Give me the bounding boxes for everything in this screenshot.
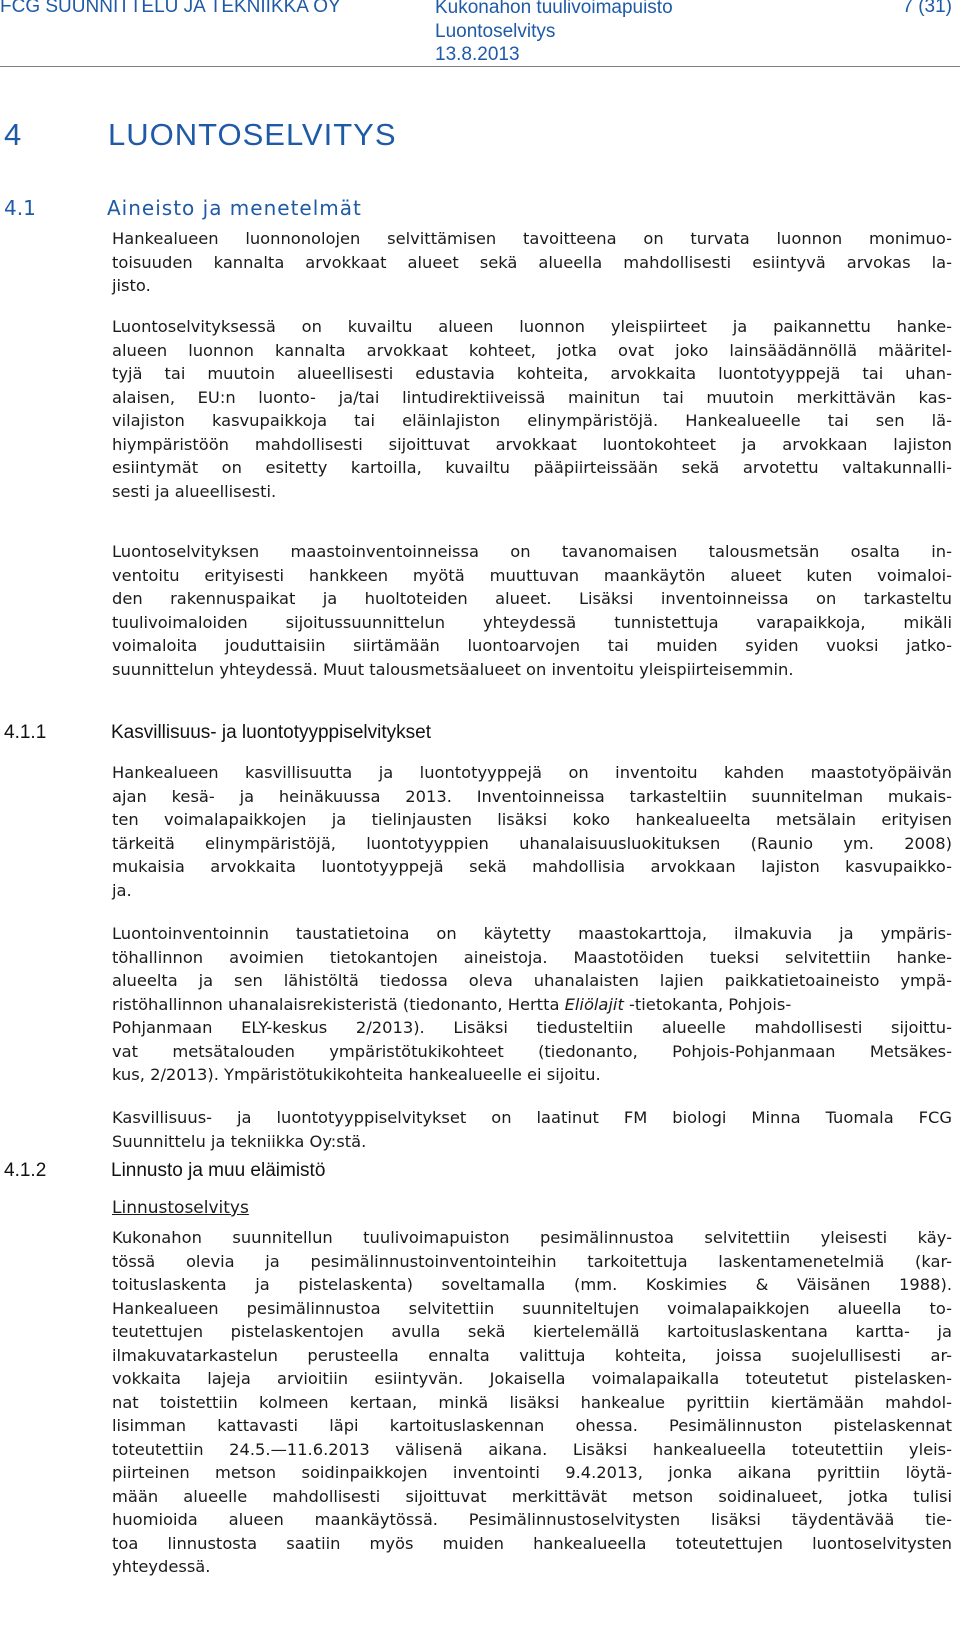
paragraph-4-1-scope [112, 315, 952, 503]
text-line: Hankealueen pesimälinnustoa selvitettiin suunniteltujen voimalapaikkojen alueella to- [112, 1298, 952, 1318]
section-title: LUONTOSELVITYS [108, 117, 397, 152]
paragraph-4-1-1-author [112, 1106, 952, 1153]
text-line: suunnittelun yhteydessä. Muut talousmetsäalueet on inventoitu yleispiirteisemmin. [112, 659, 794, 679]
header-date: 13.8.2013 [435, 44, 520, 65]
text-line: Suunnittelu ja tekniikka Oy:stä. [112, 1131, 367, 1151]
text-line: esiintymät on esitetty kartoilla, kuvailtu pääpiirteissään sekä arvotettu valtakunnalli- [112, 458, 952, 477]
text-line: piirteinen metson soidinpaikkojen inventointi 9.4.2013, jonka aikana pyrittiin löytä- [112, 1463, 952, 1482]
text-line: tössä olevia ja pesimälinnustoinventointeihin tarkoitettuja laskentamenetelmiä (kar- [112, 1251, 952, 1271]
text-line: toisuuden kannalta arvokkaat alueet sekä alueella mahdollisesti esiintyvä arvokas la- [112, 252, 952, 272]
page-header [0, 0, 960, 66]
subsection-title: Linnusto ja muu eläimistö [111, 1160, 326, 1181]
header-project-block [435, 0, 673, 67]
text-line: nat toistettiin kolmeen kertaan, minkä lisäksi hankealue pyrittiin kiertämään mahdol- [112, 1392, 952, 1412]
text-line: alaisen, EU:n luonto- ja/tai lintudirektiiveissä mainitun tai muutoin merkittävän kas- [112, 387, 952, 407]
text-line: töhallinnon avoimien tietokantojen aineistoja. Maastotöiden tueksi selvitettiin hanke- [112, 947, 952, 967]
text-line: toteutettiin 24.5.—11.6.2013 välisenä aikana. Lisäksi hankealueella toteutettiin yleis- [112, 1439, 952, 1459]
text-line: tuulivoimaloiden sijoitussuunnittelun yhteydessä tunnistettuja varapaikkoja, mikäli [112, 612, 952, 632]
text-fragment: -tietokanta, Pohjois- [623, 994, 792, 1014]
text-line: vokkaita lajeja arvioitiin esiintyvän. Jokaisella voimalapaikalla toteutetut pistelasken- [112, 1369, 952, 1388]
section-heading [4, 117, 397, 153]
text-line: ilmakuvatarkastelun perusteella ennalta valittuja kohteita, joissa suojelullisesti ar- [112, 1345, 952, 1365]
text-line: huomioida alueen maankäytössä. Pesimälinnustoselvitysten lisäksi täydentävää tie- [112, 1510, 952, 1529]
text-line: mukaisia arvokkaita luontotyyppejä sekä mahdollisia arvokkaan lajiston kasvupaikko- [112, 857, 952, 876]
text-line: teutettujen pistelaskentojen avulla sekä kiertelemällä kartoituslaskentana kartta- ja [112, 1322, 952, 1341]
text-line: sesti ja alueellisesti. [112, 481, 277, 501]
text-line: Hankealueen luonnonolojen selvittämisen tavoitteena on turvata luonnon monimuo- [112, 229, 952, 248]
paragraph-4-1-intro [112, 227, 952, 298]
text-line: Luontoselvityksen maastoinventoinneissa on tavanomaisen talousmetsän osalta in- [112, 542, 952, 561]
subsection-title: Kasvillisuus- ja luontotyyppiselvitykset [111, 722, 431, 743]
text-line: Kasvillisuus- ja luontotyyppiselvitykset on laatinut FM biologi Minna Tuomala FCG [112, 1108, 952, 1127]
text-line: toa linnustosta saatiin myös muiden hankealueella toteutettujen luontoselvitysten [112, 1533, 952, 1553]
text-line: ajan kesä- ja heinäkuussa 2013. Inventoinneissa tarkasteltiin suunnitelman mukais- [112, 786, 952, 806]
text-line: tyjä tai muutoin alueellisesti edustavia kohteita, arvokkaita luontotyyppejä tai uhan- [112, 364, 952, 383]
section-number: 4 [4, 117, 23, 152]
text-line: Hankealueen kasvillisuutta ja luontotyyppejä on inventoitu kahden maastotyöpäivän [112, 763, 952, 782]
subheading-linnustoselvitys: Linnustoselvitys [112, 1198, 249, 1218]
subsection-number: 4.1.1 [4, 722, 47, 743]
text-line: Luontoselvityksessä on kuvailtu alueen luonnon yleispiirteet ja paikannettu hanke- [112, 317, 952, 336]
subsection-heading-4-1 [4, 196, 362, 220]
header-page-number: 7 (31) [902, 0, 952, 17]
text-fragment: ristöhallinnon uhanalaisrekisteristä (tiedonanto, Hertta [112, 994, 565, 1014]
subsection-number: 4.1.2 [4, 1160, 47, 1181]
text-line: alueelta ja sen lähistöltä tiedossa oleva uhanalaisten lajien paikkatietoaineisto ympä- [112, 971, 952, 990]
italic-term: Eliölajit [564, 994, 624, 1014]
header-doc: Luontoselvitys [435, 20, 556, 42]
header-divider [0, 66, 960, 67]
text-line: yhteydessä. [112, 1557, 211, 1576]
subsection-heading-4-1-1 [4, 722, 431, 744]
text-line: ventoitu erityisesti hankkeen myötä muuttuvan maankäytön alueet kuten voimaloi- [112, 565, 952, 585]
text-line: mään alueelle mahdollisesti sijoittuvat merkittävät metson soidinalueet, jotka tulisi [112, 1486, 952, 1506]
text-line: hiympäristöön mahdollisesti sijoittuvat arvokkaat luontokohteet ja arvokkaan lajiston [112, 434, 952, 454]
text-line: alueen luonnon kannalta arvokkaat kohteet, jotka ovat joko lainsäädännöllä määritel- [112, 340, 952, 360]
paragraph-4-1-2-birds [112, 1226, 952, 1579]
text-line: voimaloita jouduttaisiin siirtämään luontoarvojen tai muiden syiden vuoksi jatko- [112, 636, 952, 655]
header-project: Kukonahon tuulivoimapuisto [435, 0, 673, 18]
text-line: lisimman kattavasti läpi kartoituslaskennan ohessa. Pesimälinnuston pistelaskennat [112, 1416, 952, 1435]
paragraph-4-1-1-inventory [112, 761, 952, 902]
text-line: den rakennuspaikat ja huoltoteiden alueet. Lisäksi inventoinneissa on tarkasteltu [112, 589, 952, 608]
text-line: Pohjanmaan ELY-keskus 2/2013). Lisäksi tiedusteltiin alueelle mahdollisesti sijoittu- [112, 1018, 952, 1037]
paragraph-4-1-field [112, 540, 952, 681]
text-line: tärkeitä elinympäristöjä, luontotyyppien uhanalaisuusluokituksen (Raunio ym. 2008) [112, 833, 952, 853]
text-line: Luontoinventoinnin taustatietoina on käytetty maastokarttoja, ilmakuvia ja ympäris- [112, 924, 952, 943]
text-line: toituslaskenta ja pistelaskenta) soveltamalla (mm. Koskimies & Väisänen 1988). [112, 1275, 952, 1294]
subsection-number: 4.1 [4, 196, 36, 220]
paragraph-4-1-1-background [112, 922, 952, 1087]
text-line: jisto. [112, 276, 151, 295]
text-line: vat metsätalouden ympäristötukikohteet (tiedonanto, Pohjois-Pohjanmaan Metsäkes- [112, 1041, 952, 1061]
text-line-with-italic [112, 993, 952, 1017]
subsection-heading-4-1-2 [4, 1160, 325, 1182]
text-line: vilajiston kasvupaikkoja tai eläinlajiston elinympäristöjä. Hankealueelle tai sen lä- [112, 411, 952, 430]
text-line: kus, 2/2013). Ympäristötukikohteita hankealueelle ei sijoitu. [112, 1065, 601, 1084]
text-line: ten voimalapaikkojen ja tielinjausten lisäksi koko hankealueelta metsälain erityisen [112, 810, 952, 829]
text-line: ja. [112, 880, 132, 900]
subsection-title: Aineisto ja menetelmät [107, 196, 362, 220]
header-company: FCG SUUNNITTELU JA TEKNIIKKA OY [0, 0, 341, 17]
text-line: Kukonahon suunnitellun tuulivoimapuiston pesimälinnustoa selvitettiin yleisesti käy- [112, 1228, 952, 1247]
